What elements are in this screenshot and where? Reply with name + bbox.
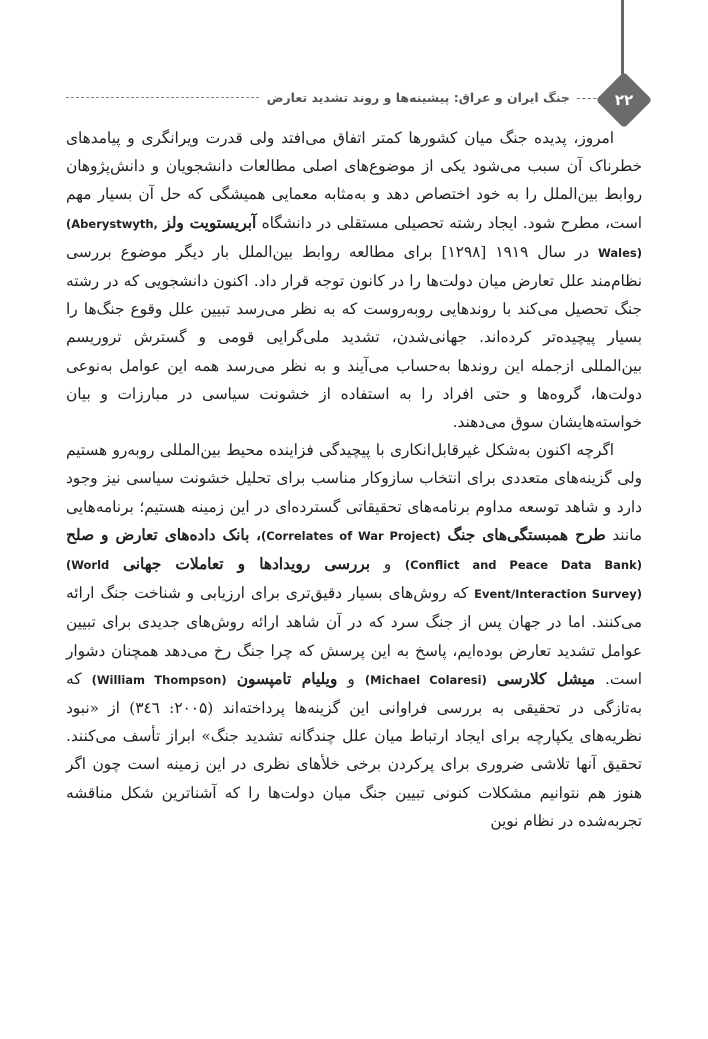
author-thompson-en: (William Thompson): [91, 672, 227, 687]
p2-text-5: که به‌تازگی در تحقیقی به بررسی فراوانی این گزینه‌ها پرداخته‌اند (۲۰۰۵: ۳٤٦) از «نبود نظریه‌های یکپارچه برای ایجاد ارتباط میان علل چندگانه تشدید جنگ» ابراز تأسف می‌کنند. تحقیق آنها تلاشی ضروری برای پرکردن برخی خلأهای نظری در این زمینه است چون اگر هنوز هم نتوانیم مشکلات کنونی تبیین جنگ میان دولت‌ها را که آشناترین شکل مناقشه تجربه‌شده در نظام نوین: [66, 669, 642, 830]
p2-text-2: و: [383, 555, 392, 574]
author-colaresi-en: (Michael Colaresi): [364, 672, 487, 687]
paragraph-1: [66, 124, 642, 436]
p2-text-3: که روش‌های بسیار دقیق‌تری برای ارزیابی و شناخت جنگ ارائه می‌کنند. اما در جهان پس از جنگ سرد که در آن شاهد ارائه روش‌های جدیدی برای تبیین عوامل تشدید تعارض بوده‌ایم، پاسخ به این پرسش که چرا جنگ رخ می‌دهد همچنان دشوار است.: [66, 584, 642, 688]
term-cpdb-en: (Conflict and Peace Data Bank): [404, 558, 642, 573]
p2-text-4: و: [347, 669, 355, 688]
body-text: [66, 124, 642, 835]
page-number: ۲۲: [614, 91, 634, 109]
p2-text-1: اگرچه اکنون به‌شکل غیرقابل‌انکاری با پیچیدگی فزاینده محیط بین‌المللی روبه‌رو هستیم ولی گزینه‌های متعددی برای انتخاب سازوکار مناسب برای تحلیل خشونت سیاسی نیز وجود دارد و شاهد توسعه مداوم برنامه‌های تحقیقاتی گسترده‌ای در این زمینه هستیم؛ برنامه‌هایی مانند: [66, 441, 642, 544]
p1-text-2: در سال ۱۹۱۹ [۱۲۹۸] برای مطالعه روابط بین‌الملل بار دیگر موضوع بررسی نظام‌مند علل تعارض میان دولت‌ها را در کانون توجه قرار داد. اکنون دانشجویی که در رشته جنگ تحصیل می‌کند با روندهایی روبه‌روست که به نظر می‌رسد تبیین علل وقوع جنگ‌ها را بسیار پیچیده‌تر کرده‌اند. جهانی‌شدن، تشدید ملی‌گرایی قومی و گسترش تروریسم بین‌المللی ازجمله این روندها به‌حساب می‌آیند و به نظر می‌رسد همه این عوامل به‌نوعی دولت‌ها، گروه‌ها و حتی افراد را به استفاده از خشونت سیاسی در مبارزات و بیان خواسته‌هایشان سوق می‌دهند.: [66, 242, 642, 432]
running-header: [66, 86, 598, 108]
term-correlates-fa: طرح همبستگی‌های جنگ: [447, 525, 606, 544]
header-dashes: ----: [575, 89, 598, 105]
author-thompson-fa: ویلیام تامپسون: [236, 669, 338, 688]
term-weis-en: (World Event/Interaction Survey): [66, 558, 642, 602]
term-correlates-en: (Correlates of War Project): [260, 528, 441, 543]
term-weis-fa: بررسی رویدادها و تعاملات جهانی: [123, 555, 370, 574]
header-dashed-rule: [66, 97, 259, 98]
running-title: جنگ ایران و عراق: پیشینه‌ها و روند تشدید تعارض: [266, 89, 570, 105]
term-aberystwyth-en: (Aberystwyth, Wales): [66, 216, 642, 260]
author-colaresi-fa: میشل کلارسی: [496, 669, 595, 688]
term-cpdb-fa: بانک داده‌های تعارض و صلح: [66, 525, 250, 544]
p1-text-1: امروز، پدیده جنگ میان کشورها کمتر اتفاق می‌افتد ولی قدرت ویرانگری و پیامدهای خطرناک آن سبب می‌شود یکی از موضوع‌های اصلی مطالعات دانشجویان و دانش‌پژوهان روابط بین‌الملل را به خود اختصاص دهد و به‌مثابه معمایی همیشگی که حل آن بسیار مهم است، مطرح شود. ایجاد رشته تحصیلی مستقلی در دانشگاه: [66, 129, 642, 232]
comma: ،: [256, 525, 261, 544]
term-aberystwyth-fa: آبریستویت ولز: [163, 213, 257, 232]
paragraph-2: [66, 436, 642, 835]
